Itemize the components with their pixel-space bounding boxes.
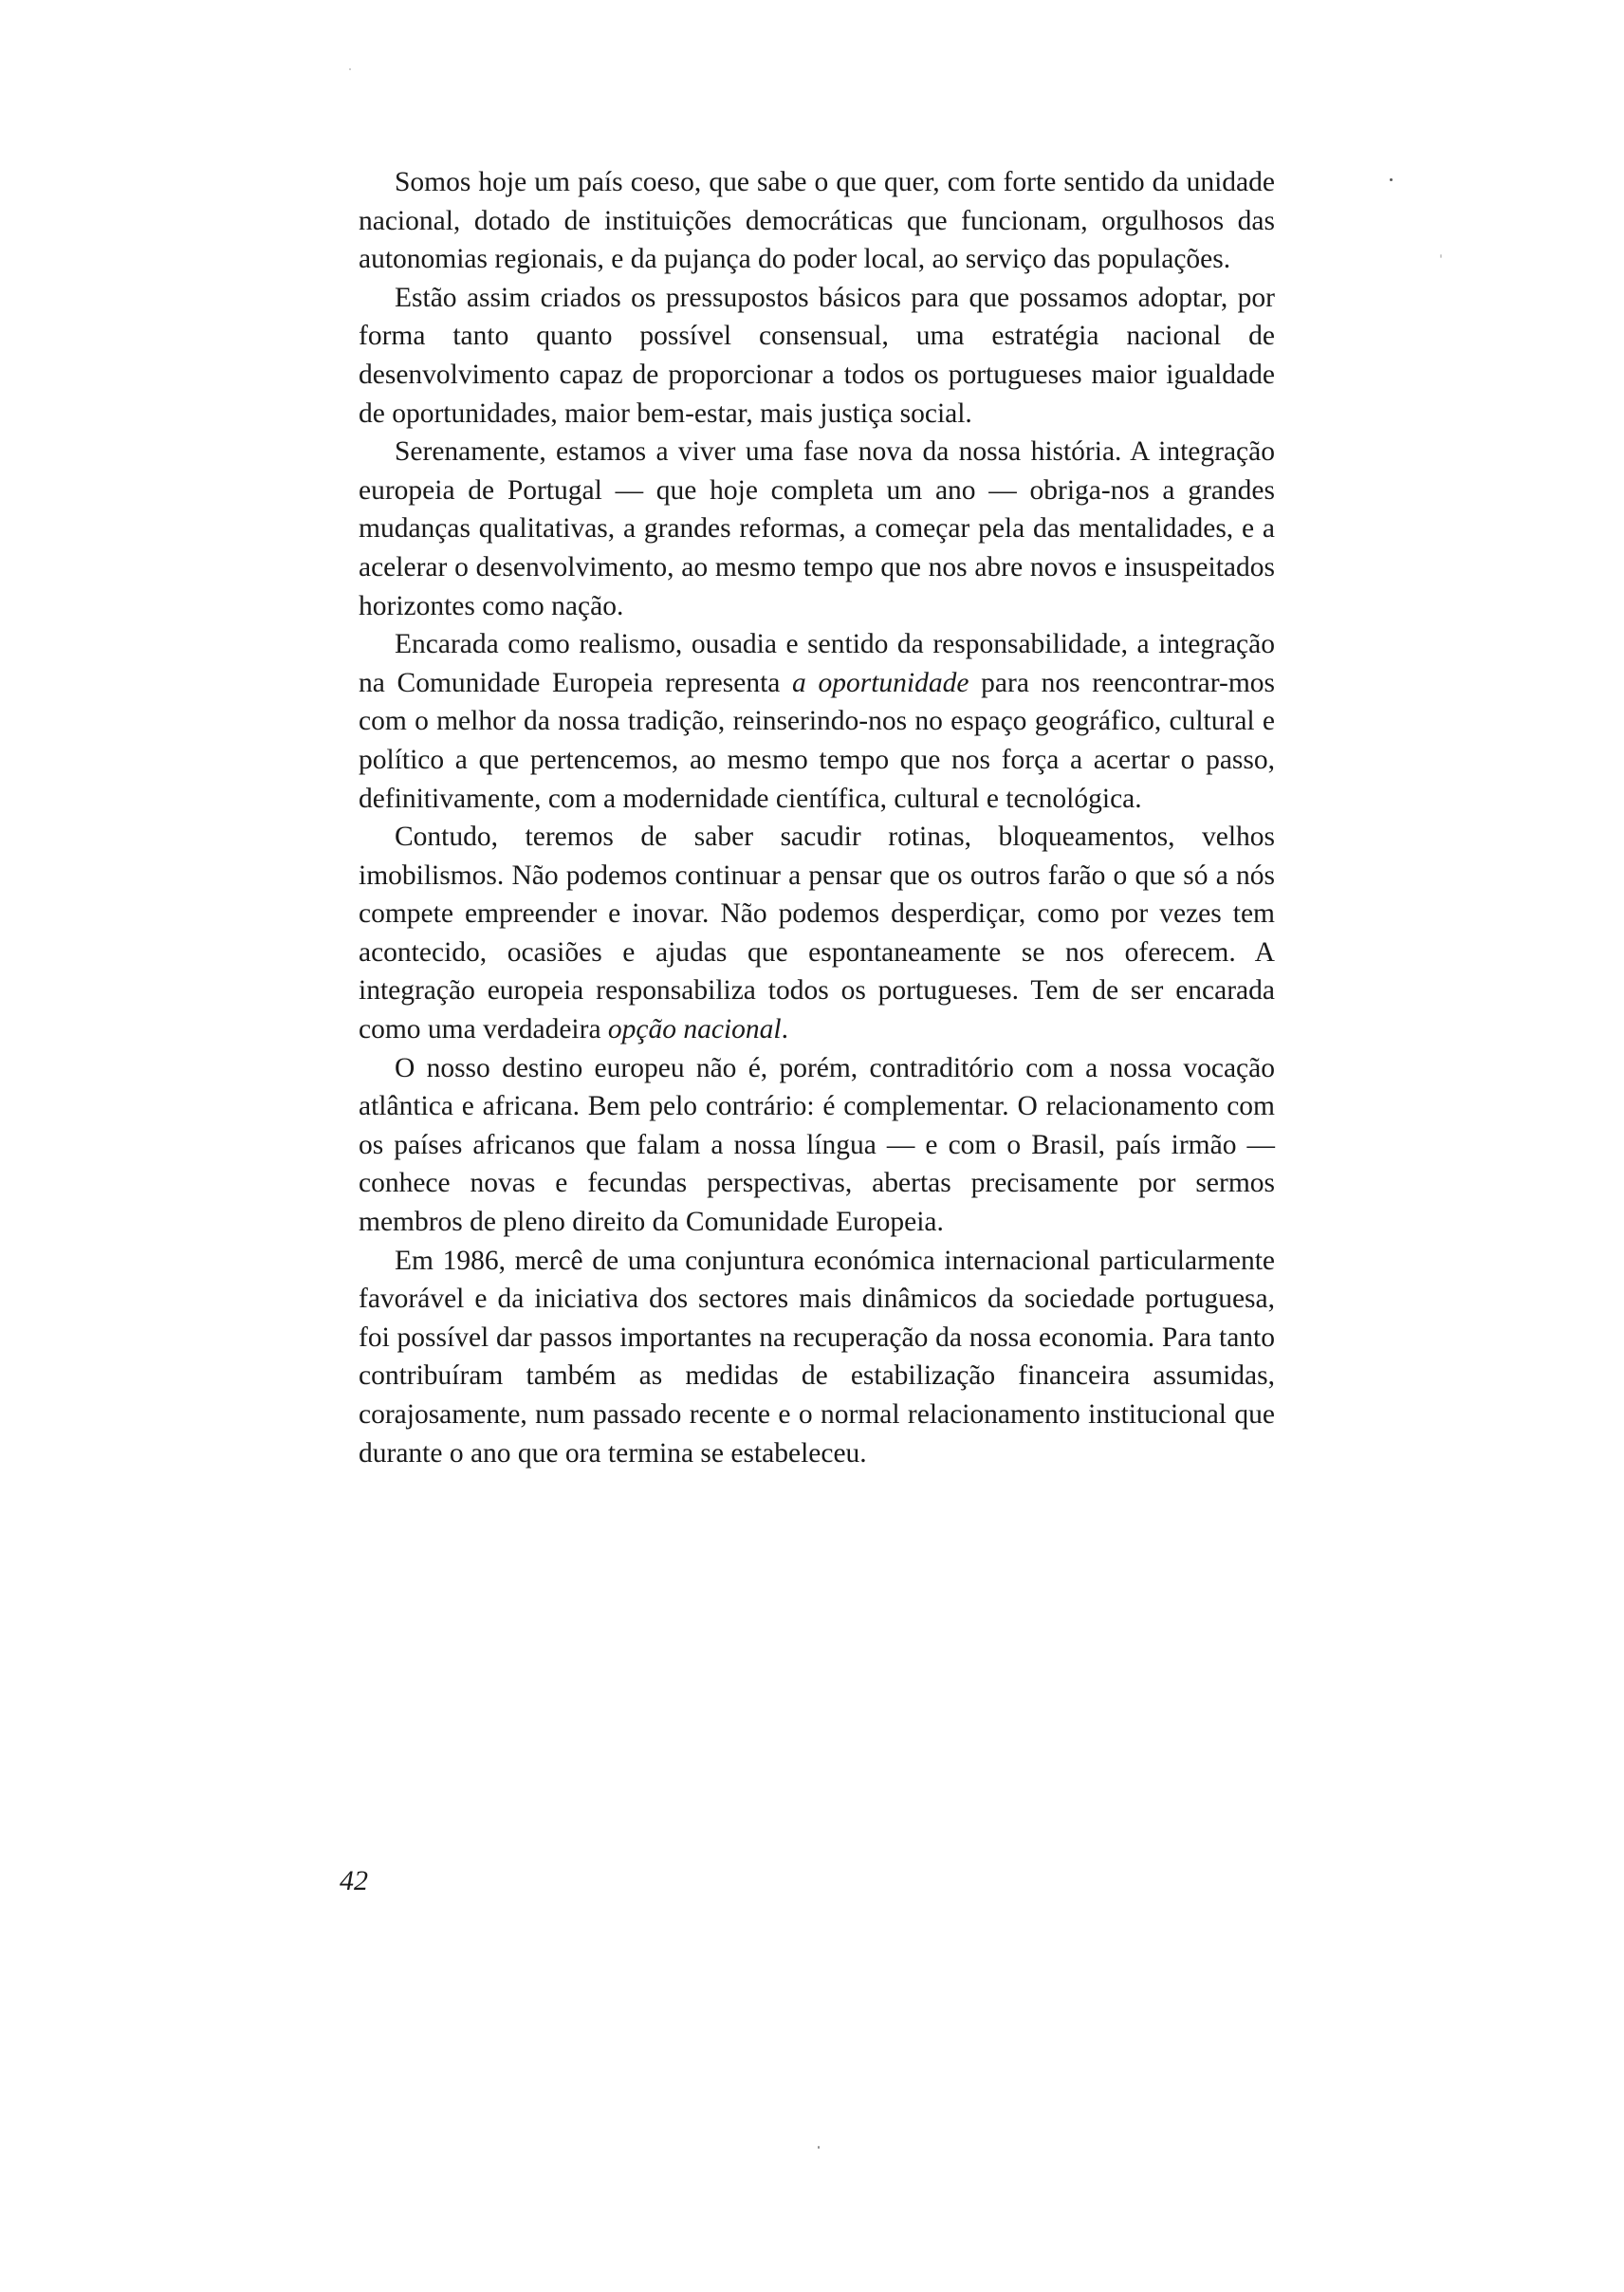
scan-speck — [818, 2146, 820, 2149]
paragraph-text: . — [781, 1014, 789, 1045]
scan-speck — [1390, 178, 1393, 181]
scan-speck — [349, 68, 351, 70]
body-text — [359, 163, 1275, 1472]
paragraph — [359, 818, 1275, 1049]
page-number: 42 — [340, 1865, 368, 1896]
paragraph-text: Encarada como realismo, ousadia e sentido da responsabilidade, a integração na Comunidade Europeia representa — [359, 629, 1275, 698]
emphasis-text: a oportunidade — [792, 667, 969, 698]
emphasis-text: opção nacional — [607, 1014, 782, 1045]
paragraph: Estão assim criados os pressupostos básicos para que possamos adoptar, por forma tanto quanto possível consensual, uma estratégia nacional de desenvolvimento capaz de proporcionar a todos os portugueses maior igualdade de oportunidades, maior bem-estar, mais justiça social. — [359, 282, 1275, 429]
paragraph: O nosso destino europeu não é, porém, contraditório com a nossa vocação atlântica e africana. Bem pelo contrário: é complementar. O relacionamento com os países africanos que falam a nossa língua — e com o Brasil, país irmão — conhece novas e fecundas perspectivas, abertas precisamente por sermos membros de pleno direito da Comunidade Europeia. — [359, 1052, 1275, 1238]
paragraph: Somos hoje um país coeso, que sabe o que quer, com forte sentido da unidade nacional, dotado de instituições democráticas que funcionam, orgulhosos das autonomias regionais, e da pujança do poder local, ao serviço das populações. — [359, 167, 1275, 275]
paragraph-text: Contudo, teremos de saber sacudir rotinas, bloqueamentos, velhos imobilismos. Não podemos continuar a pensar que os outros farão o que só a nós compete empreender e inovar. Não podemos desperdiçar, como por vezes tem acontecido, ocasiões e ajudas que espontaneamente se nos oferecem. A integração europeia responsabiliza todos os portugueses. Tem de ser encarada como uma verdadeira — [359, 822, 1275, 1045]
paragraph: Em 1986, mercê de uma conjuntura económica internacional particularmente favorável e da iniciativa dos sectores mais dinâmicos da sociedade portuguesa, foi possível dar passos importantes na recuperação da nossa economia. Para tanto contribuíram também as medidas de estabilização financeira assumidas, corajosamente, num passado recente e o normal relacionamento institucional que durante o ano que ora termina se estabeleceu. — [359, 1245, 1275, 1469]
paragraph-text: para nos reencontrar-mos com o melhor da nossa tradição, reinserindo-nos no espaço geográfico, cultural e político a que pertencemos, ao mesmo tempo que nos força a acertar o passo, definitivamente, com a modernidade científica, cultural e tecnológica. — [359, 667, 1275, 814]
paragraph — [359, 625, 1275, 818]
paragraph: Serenamente, estamos a viver uma fase nova da nossa história. A integração europeia de Portugal — que hoje completa um ano — obriga-nos a grandes mudanças qualitativas, a grandes reformas, a começar pela das mentalidades, e a acelerar o desenvolvimento, ao mesmo tempo que nos abre novos e insuspeitados horizontes como nação. — [359, 436, 1275, 621]
scan-speck — [1440, 254, 1442, 258]
